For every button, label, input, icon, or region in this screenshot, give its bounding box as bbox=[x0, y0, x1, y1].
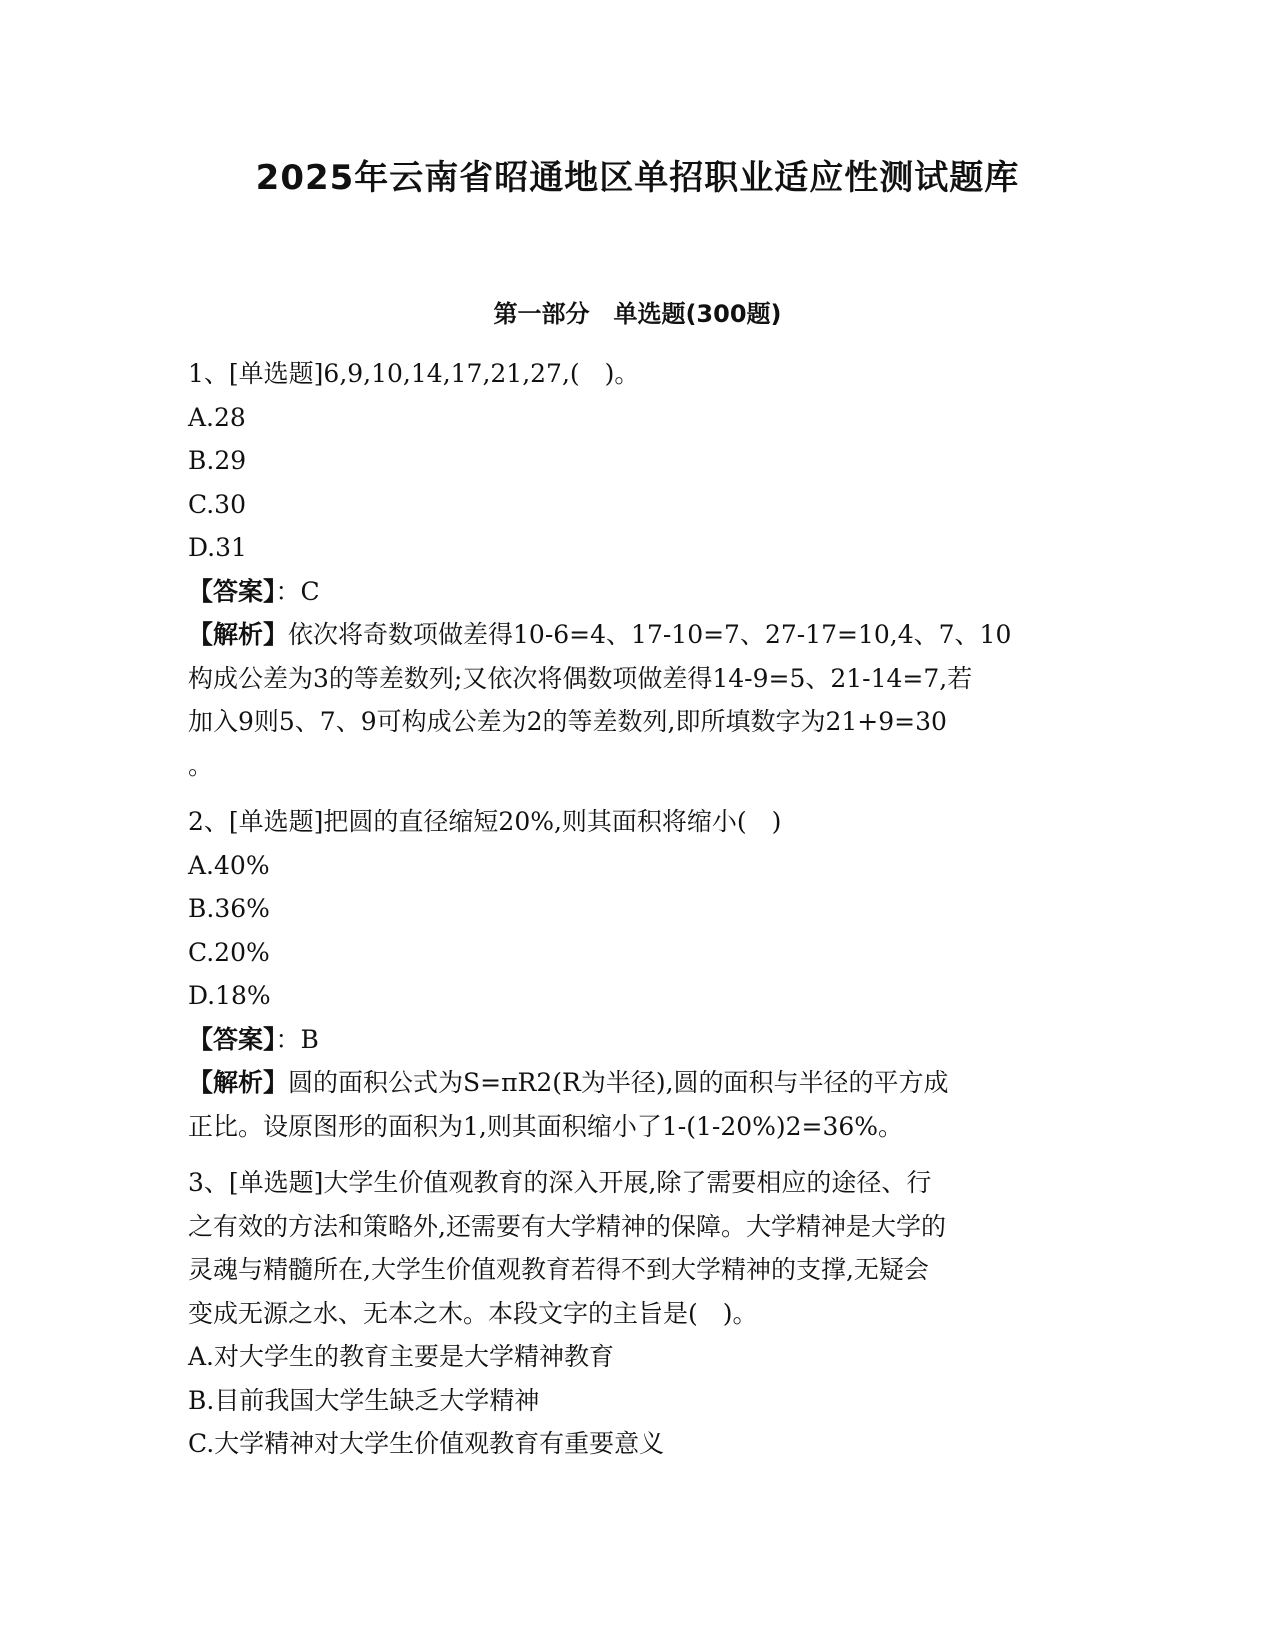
question-list bbox=[188, 352, 1088, 1479]
question-stem bbox=[188, 1161, 1088, 1335]
explanation-line: 正比。设原图形的面积为1,则其面积缩小了1-(1-20%)2=36%。 bbox=[188, 1111, 904, 1141]
question-stem: 1、[单选题]6,9,10,14,17,21,27,( )。 bbox=[188, 359, 640, 388]
question-stem-line: 之有效的方法和策略外,还需要有大学精神的保障。大学精神是大学的 bbox=[188, 1211, 946, 1241]
explanation-label: 【解析】 bbox=[188, 620, 289, 649]
option-a: A.40% bbox=[188, 850, 270, 880]
document-title: 2025年云南省昭通地区单招职业适应性测试题库 bbox=[255, 158, 1020, 198]
option-d: D.18% bbox=[188, 981, 271, 1010]
explanation-line: 加入9则5、7、9可构成公差为2的等差数列,即所填数字为21+9=30 bbox=[188, 707, 947, 736]
answer-line bbox=[188, 1018, 1088, 1062]
option-b: B.目前我国大学生缺乏大学精神 bbox=[188, 1385, 540, 1415]
explanation-line: 依次将奇数项做差得10-6=4、17-10=7、27-17=10,4、7、10 bbox=[288, 620, 1012, 649]
question-3 bbox=[188, 1161, 1088, 1466]
option-b: B.36% bbox=[188, 894, 270, 923]
option-a: A.28 bbox=[188, 402, 246, 432]
option-d: D.31 bbox=[188, 533, 247, 562]
explanation bbox=[188, 613, 1088, 787]
answer-label: 【答案】 bbox=[188, 1024, 276, 1054]
explanation bbox=[188, 1061, 1088, 1148]
question-1 bbox=[188, 352, 1088, 787]
answer-value: ：B bbox=[275, 1024, 319, 1054]
option-c: C.大学精神对大学生价值观教育有重要意义 bbox=[188, 1429, 665, 1458]
explanation-label: 【解析】 bbox=[188, 1068, 289, 1097]
option-b: B.29 bbox=[188, 446, 247, 475]
explanation-line: 圆的面积公式为S=πR2(R为半径),圆的面积与半径的平方成 bbox=[288, 1068, 949, 1097]
question-stem-line: 灵魂与精髓所在,大学生价值观教育若得不到大学精神的支撑,无疑会 bbox=[188, 1255, 929, 1284]
question-stem-line: 3、[单选题]大学生价值观教育的深入开展,除了需要相应的途径、行 bbox=[188, 1168, 932, 1197]
question-stem-line: 变成无源之水、无本之木。本段文字的主旨是( )。 bbox=[188, 1298, 758, 1328]
question-2 bbox=[188, 800, 1088, 1148]
section-title: 第一部分 单选题(300题) bbox=[493, 300, 782, 328]
answer-line bbox=[188, 570, 1088, 614]
question-stem: 2、[单选题]把圆的直径缩短20%,则其面积将缩小( ) bbox=[188, 807, 782, 836]
option-c: C.20% bbox=[188, 937, 270, 967]
explanation-line: 。 bbox=[188, 750, 214, 780]
explanation-line: 构成公差为3的等差数列;又依次将偶数项做差得14-9=5、21-14=7,若 bbox=[188, 663, 973, 693]
answer-value: ：C bbox=[275, 576, 320, 606]
option-a: A.对大学生的教育主要是大学精神教育 bbox=[188, 1342, 615, 1371]
answer-label: 【答案】 bbox=[188, 576, 276, 606]
option-c: C.30 bbox=[188, 489, 246, 519]
